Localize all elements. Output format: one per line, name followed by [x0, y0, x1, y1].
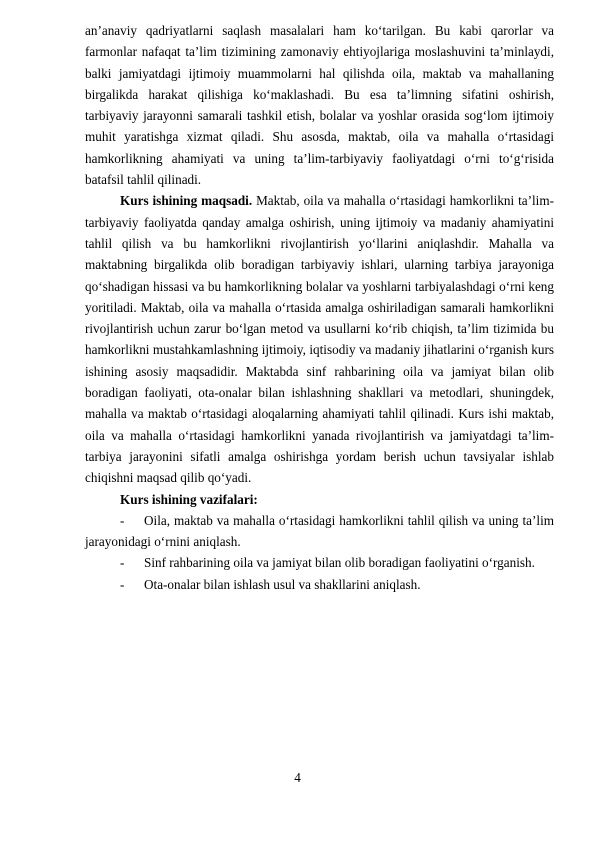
tasks-heading: Kurs ishining vazifalari:: [120, 491, 258, 507]
task-text: Oila, maktab va mahalla o‘rtasidagi hamkorlikni tahlil qilish va uning ta’lim jarayonidagi o‘rnini aniqlash.: [85, 512, 554, 550]
task-item: [85, 574, 554, 595]
list-bullet: -: [120, 576, 125, 592]
page-body: [85, 20, 554, 595]
task-item: [85, 552, 554, 573]
list-bullet: -: [120, 555, 125, 571]
goal-paragraph: [85, 190, 554, 488]
page-number: 4: [294, 770, 301, 785]
task-text: Ota-onalar bilan ishlash usul va shakllarini aniqlash.: [144, 576, 421, 592]
list-bullet: -: [120, 512, 125, 528]
task-text: Sinf rahbarining oila va jamiyat bilan olib boradigan faoliyatini o‘rganish.: [144, 555, 535, 571]
task-item: [85, 510, 554, 553]
intro-paragraph: an’anaviy qadriyatlarni saqlash masalalari ham ko‘tarilgan. Bu kabi qarorlar va farmonlar nafaqat ta’lim tizimining zamonaviy ehtiyojlariga moslashuvini ta’minlaydi, balki jamiyatdagi ijtimoiy muammolarni hal qilishda oila, maktab va mahallaning birgalikda harakat qilishiga ko‘maklashadi. Bu esa ta’limning sifatini oshirish, tarbiyaviy jarayonni samarali tashkil etish, bolalar va yoshlar orasida sog‘lom ijtimoiy muhit yaratishga xizmat qiladi. Shu asosda, maktab, oila va mahalla o‘rtasidagi hamkorlikning ahamiyati va uning ta’lim-tarbiyaviy faoliyatdagi o‘rni to‘g‘risida batafsil tahlil qilinadi.: [85, 23, 554, 188]
goal-heading: Kurs ishining maqsadi.: [120, 193, 253, 209]
goal-text: Maktab, oila va mahalla o‘rtasidagi hamkorlikni ta’lim-tarbiyaviy faoliyatda qanday amalga oshirish, uning ijtimoiy va madaniy ahamiyatini tahlil qilish va bu hamkorlikni rivojlantirish yo‘llarini aniqlashdir. Mahalla va maktabning birgalikda olib boradigan tarbiyaviy ishlari, ularning tarbiya jarayoniga qo‘shadigan hissasi va bu hamkorlikning bolalar va yoshlarni tarbiyalashdagi o‘rni keng yoritiladi. Maktab, oila va mahalla o‘rtasida amalga oshiriladigan samarali hamkorlikni rivojlantirish uchun zarur bo‘lgan metod va usullarni ko‘rib chiqish, ta’lim tizimida bu hamkorlikni mustahkamlashning ijtimoiy, iqtisodiy va madaniy jihatlarini o‘rganish kurs ishining asosiy maqsadidir. Maktabda sinf rahbarining oila va jamiyat bilan olib boradigan faoliyati, ota-onalar bilan ishlashning shakllari va metodlari, shuningdek, mahalla va maktab o‘rtasidagi aloqalarning ahamiyati tahlil qilinadi. Kurs ishi maktab, oila va mahalla o‘rtasidagi hamkorlikni yanada rivojlantirish va jamiyatdagi ta’lim-tarbiya jarayonini sifatli amalga oshirishga yordam berish uchun tavsiyalar ishlab chiqishni maqsad qilib qo‘yadi.: [85, 193, 554, 486]
